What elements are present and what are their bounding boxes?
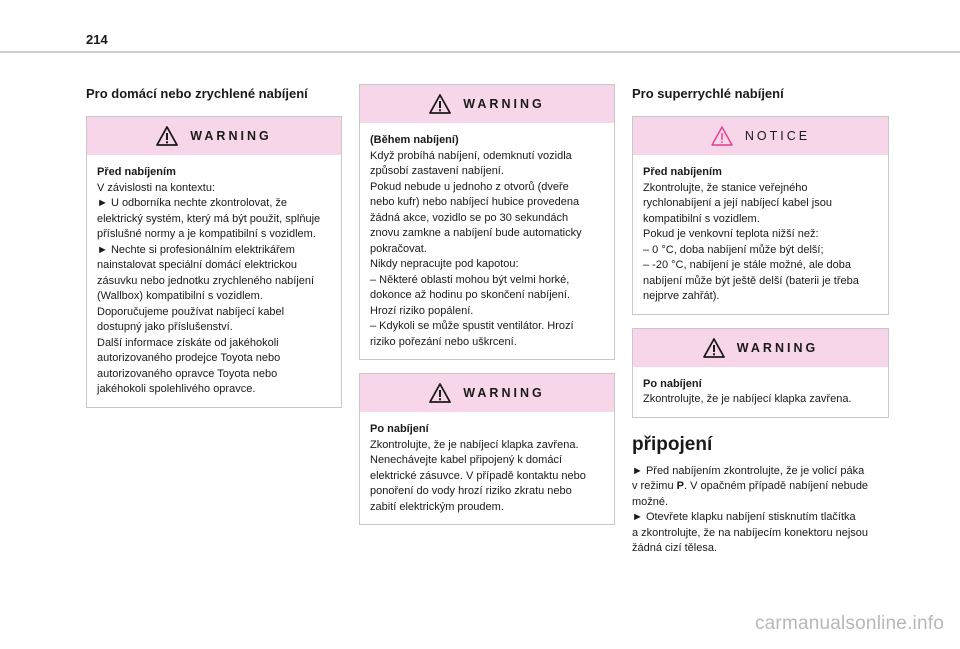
warning-label: WARNING bbox=[463, 97, 545, 111]
text-line: žádná akce, vozidlo se po 30 sekundách bbox=[370, 211, 569, 224]
box-subheading: (Během nabíjení) bbox=[370, 134, 459, 146]
text-line: nainstalovat speciální domácí elektrickou bbox=[97, 259, 297, 271]
text-line: možné. bbox=[632, 495, 669, 508]
warning-body bbox=[360, 412, 614, 524]
warning-triangle-icon bbox=[156, 126, 178, 146]
box-subheading: Před nabíjením bbox=[97, 166, 176, 178]
text-line: znovu zamkne a nabíjení bude automaticky bbox=[370, 227, 582, 239]
text-line: v režimu P. V opačném případě nabíjení nebude bbox=[632, 480, 869, 492]
notice-body bbox=[633, 155, 888, 314]
text-line: Zkontrolujte, že je nabíjecí klapka zavřena. bbox=[370, 438, 579, 451]
warning-body bbox=[360, 123, 614, 359]
text-line: V závislosti na kontextu: bbox=[97, 181, 216, 194]
warning-triangle-icon bbox=[429, 383, 451, 403]
text-line: – Některé oblasti mohou být velmi horké, bbox=[370, 273, 570, 286]
text-line: zásuvku nebo jednotku zrychleného nabíjení bbox=[97, 274, 315, 287]
warning-triangle-icon bbox=[703, 338, 725, 358]
text-line: nejprve zahřát). bbox=[643, 290, 720, 302]
text-line: ► Otevřete klapku nabíjení stisknutím tlačítka bbox=[632, 511, 856, 523]
text-line: jakéhokoli spolehlivého opravce. bbox=[97, 383, 256, 395]
warning-body bbox=[87, 155, 341, 407]
text-line: ► Před nabíjením zkontrolujte, že je volicí páka bbox=[632, 464, 865, 477]
text-line: ponoření do vody hrozí riziko zkratu nebo bbox=[370, 485, 572, 497]
section-heading-superfast-charging: Pro superrychlé nabíjení bbox=[632, 86, 784, 101]
text-line: ► U odborníka nechte zkontrolovat, že bbox=[97, 197, 288, 209]
text-line: žádná cizí tělesa. bbox=[632, 542, 717, 554]
warning-header bbox=[87, 117, 341, 155]
column-2 bbox=[359, 84, 615, 525]
text-line: nabíjení může být ještě delší (baterii je třeba bbox=[643, 274, 859, 287]
warning-box-during-charging bbox=[359, 84, 615, 360]
warning-header bbox=[633, 329, 888, 367]
text-line: elektrický systém, který má být použit, splňuje bbox=[97, 212, 321, 225]
text-line: Zkontrolujte, že je nabíjecí klapka zavřena. bbox=[643, 393, 852, 405]
text-line: kompatibilní s vozidlem. bbox=[643, 212, 760, 225]
box-subheading: Po nabíjení bbox=[370, 423, 429, 435]
text-line: Další informace získáte od jakéhokoli bbox=[97, 336, 279, 349]
text-line: – 0 °C, doba nabíjení může být delší; bbox=[643, 243, 824, 256]
text-line: Zkontrolujte, že stanice veřejného bbox=[643, 181, 808, 194]
warning-box-before-charging bbox=[86, 116, 342, 408]
text-line: Nikdy nepracujte pod kapotou: bbox=[370, 258, 519, 270]
text-line: Pokud je venkovní teplota nižší než: bbox=[643, 228, 819, 240]
notice-label: NOTICE bbox=[744, 129, 811, 143]
page-number: 214 bbox=[86, 32, 108, 47]
text-line: způsobí zastavení nabíjení. bbox=[370, 165, 504, 177]
text-line: pokračovat. bbox=[370, 242, 427, 255]
text-line: – -20 °C, nabíjení je stále možné, ale doba bbox=[643, 259, 852, 271]
section-heading-home-charging: Pro domácí nebo zrychlené nabíjení bbox=[86, 86, 308, 101]
text-line: Doporučujeme používat nabíjecí kabel bbox=[97, 305, 285, 318]
text-line: Nenechávejte kabel připojený k domácí bbox=[370, 454, 563, 466]
text-line: dokonce až hodinu po skončení nabíjení. bbox=[370, 289, 570, 301]
warning-label: WARNING bbox=[463, 386, 545, 400]
top-rule bbox=[0, 51, 960, 53]
text-line: nebo kufr) nebo nabíjecí hubice provedena bbox=[370, 196, 580, 208]
text-line: riziko pořezání nebo uškrcení. bbox=[370, 335, 517, 348]
text-line: autorizovaného prodejce Toyota nebo bbox=[97, 352, 281, 364]
text-line: Hrozí riziko popálení. bbox=[370, 304, 474, 317]
warning-box-after-charging bbox=[359, 373, 615, 525]
text-line: rychlonabíjení a její nabíjecí kabel jsou bbox=[643, 197, 832, 209]
column-1 bbox=[86, 86, 342, 408]
text-line: ► Nechte si profesionálním elektrikářem bbox=[97, 243, 295, 256]
warning-header bbox=[360, 374, 614, 412]
box-subheading: Po nabíjení bbox=[643, 377, 702, 390]
warning-box-after-charging bbox=[632, 328, 889, 418]
warning-header bbox=[360, 85, 614, 123]
text-line: – Kdykoli se může spustit ventilátor. Hrozí bbox=[370, 320, 574, 332]
text-line: zabití elektrickým proudem. bbox=[370, 500, 504, 513]
text-line: a zkontrolujte, že na nabíjecím konektoru nejsou bbox=[632, 526, 869, 539]
connection-instructions bbox=[632, 464, 889, 557]
column-3 bbox=[632, 86, 889, 557]
warning-label: WARNING bbox=[736, 340, 819, 355]
text-line: dostupný jako příslušenství. bbox=[97, 321, 233, 333]
text-line: Pokud nebude u jednoho z otvorů (dveře bbox=[370, 180, 569, 193]
text-line: elektrické zásuvce. V případě kontaktu nebo bbox=[370, 469, 586, 482]
notice-triangle-icon bbox=[711, 126, 733, 146]
watermark: carmanualsonline.info bbox=[754, 613, 944, 634]
notice-box-before-charging bbox=[632, 116, 889, 315]
warning-label: WARNING bbox=[190, 129, 272, 143]
text-line: autorizovaného opravce Toyota nebo bbox=[97, 367, 278, 380]
box-subheading: Před nabíjením bbox=[643, 166, 722, 178]
text-line: (Wallbox) kompatibilní s vozidlem. bbox=[97, 290, 263, 302]
notice-header bbox=[633, 117, 888, 155]
text-line: Když probíhá nabíjení, odemknutí vozidla bbox=[370, 149, 572, 162]
warning-triangle-icon bbox=[429, 94, 451, 114]
warning-body bbox=[633, 367, 888, 417]
section-title-connection: připojení bbox=[632, 433, 713, 455]
text-line: příslušné normy a je kompatibilní s vozidlem. bbox=[97, 228, 316, 240]
